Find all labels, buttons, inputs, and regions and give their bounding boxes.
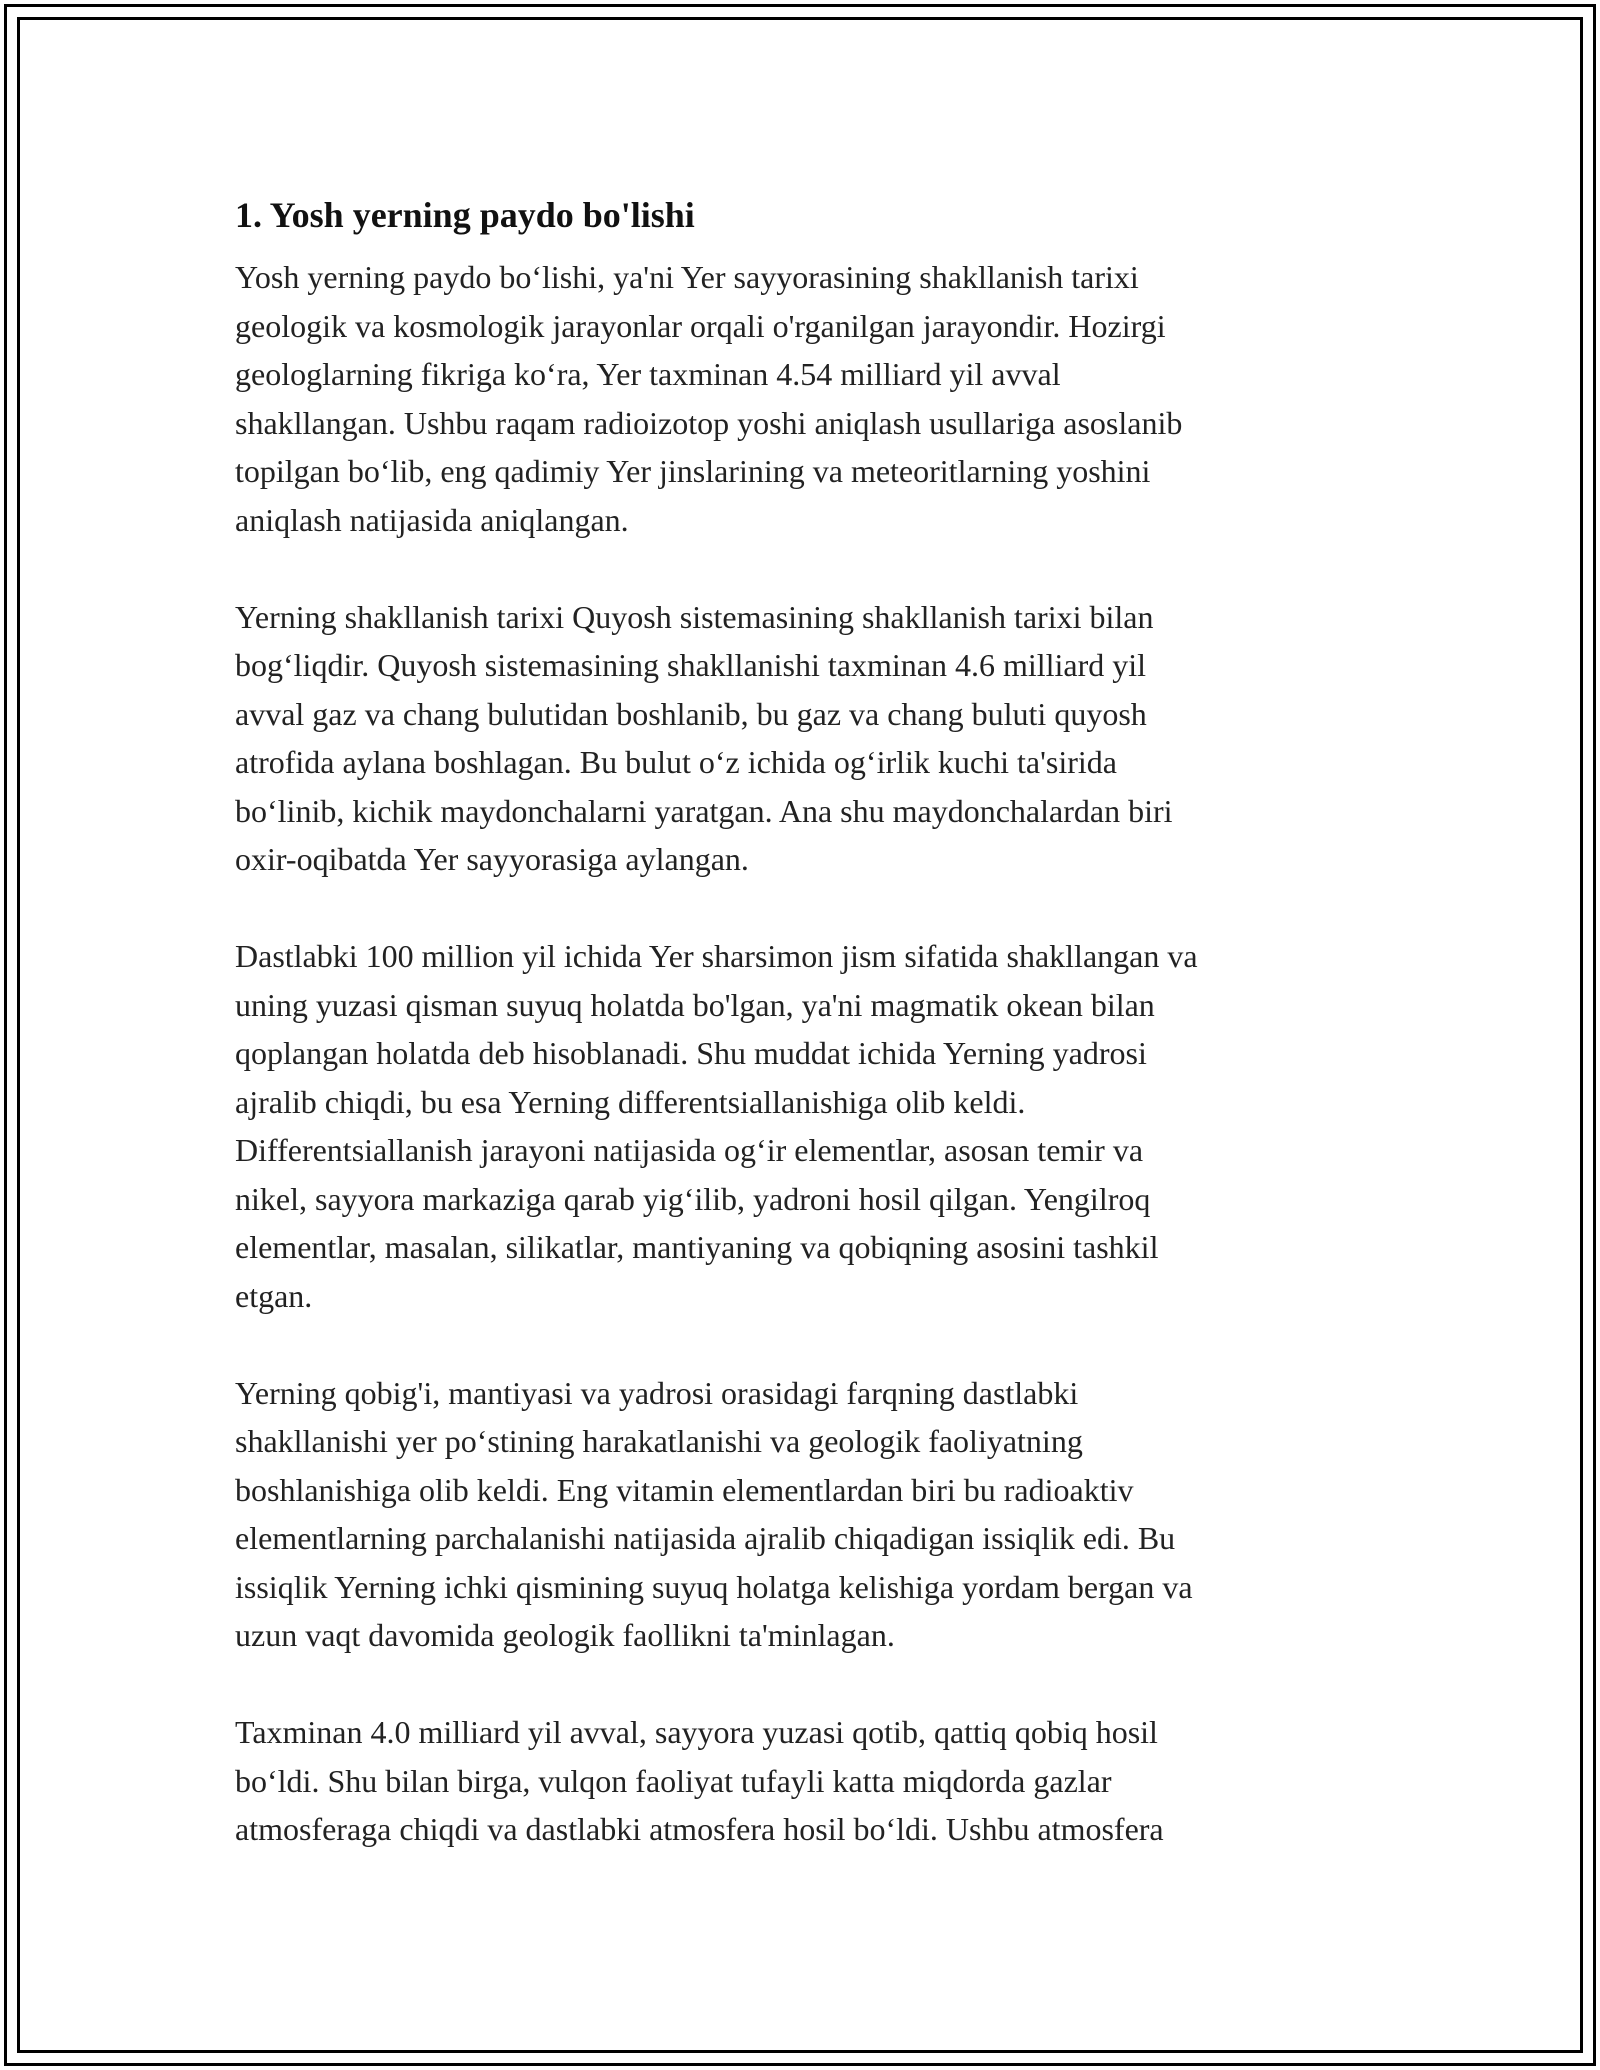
section-heading: 1. Yosh yerning paydo bo'lishi: [235, 195, 695, 235]
paragraph-4: Yerning qobig'i, mantiyasi va yadrosi orasidagi farqning dastlabki shakllanishi yer po‘stining harakatlanishi va geologik faoliyatning boshlanishiga olib keldi. Eng vitamin elementlardan biri bu radioaktiv elementlarning parchalanishi natijasida ajralib chiqadigan issiqlik edi. Bu issiqlik Yerning ichki qismining suyuq holatga kelishiga yordam bergan va uzun vaqt davomida geologik faollikni ta'minlagan.: [235, 1374, 1193, 1653]
paragraph-5: Taxminan 4.0 milliard yil avval, sayyora yuzasi qotib, qattiq qobiq hosil bo‘ldi. Shu bilan birga, vulqon faoliyat tufayli katta miqdorda gazlar atmosferaga chiqdi va dastlabki atmosfera hosil bo‘ldi. Ushbu atmosfera: [235, 1714, 1164, 1847]
paragraph-2: Yerning shakllanish tarixi Quyosh sistemasining shakllanish tarixi bilan bog‘liqdir. Quyosh sistemasining shakllanishi taxminan 4.6 milliard yil avval gaz va chang bulutidan boshlanib, bu gaz va chang buluti quyosh atrofida aylana boshlagan. Bu bulut o‘z ichida og‘irlik kuchi ta'sirida bo‘linib, kichik maydonchalarni yaratgan. Ana shu maydonchalardan biri oxir-oqibatda Yer sayyorasiga aylangan.: [235, 598, 1173, 877]
paragraph-1: Yosh yerning paydo bo‘lishi, ya'ni Yer sayyorasining shakllanish tarixi geologik va kosmologik jarayonlar orqali o'rganilgan jarayondir. Hozirgi geologlarning fikriga ko‘ra, Yer taxminan 4.54 milliard yil avval shakllangan. Ushbu raqam radioizotop yoshi aniqlash usullariga asoslanib topilgan bo‘lib, eng qadimiy Yer jinslarining va meteoritlarning yoshini aniqlash natijasida aniqlangan.: [235, 259, 1183, 538]
paragraph-3: Dastlabki 100 million yil ichida Yer sharsimon jism sifatida shakllangan va uning yuzasi qisman suyuq holatda bo'lgan, ya'ni magmatik okean bilan qoplangan holatda deb hisoblanadi. Shu muddat ichida Yerning yadrosi ajralib chiqdi, bu esa Yerning differentsiallanishiga olib keldi. Differentsiallanish jarayoni natijasida og‘ir elementlar, asosan temir va nikel, sayyora markaziga qarab yig‘ilib, yadroni hosil qilgan. Yengilroq elementlar, masalan, silikatlar, mantiyaning va qobiqning asosini tashkil etgan.: [235, 938, 1198, 1314]
document-body: [235, 185, 1355, 1902]
